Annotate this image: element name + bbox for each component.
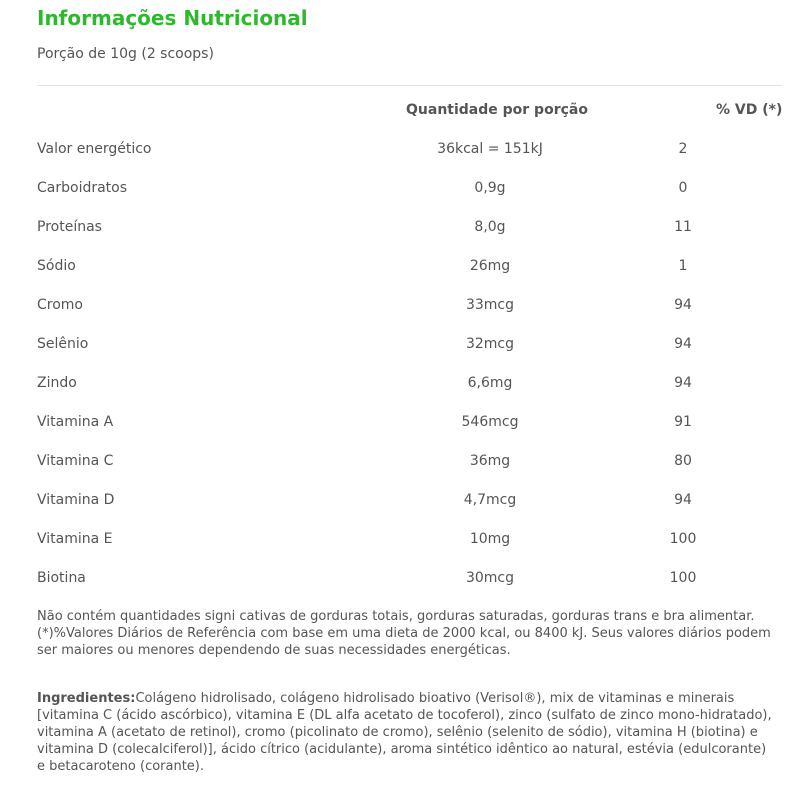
nutrient-name: Vitamina A	[37, 414, 114, 430]
table-row	[0, 170, 800, 209]
table-row	[0, 404, 800, 443]
table-row	[0, 131, 800, 170]
nutrient-vd: 11	[674, 219, 692, 235]
nutrient-name: Biotina	[37, 570, 86, 586]
nutrient-vd: 94	[674, 492, 692, 508]
nutrient-name: Carboidratos	[37, 180, 128, 196]
nutrient-quantity: 8,0g	[474, 219, 506, 235]
nutrient-quantity: 33mcg	[465, 297, 515, 313]
nutrient-quantity: 0,9g	[474, 180, 506, 196]
nutrient-name: Zindo	[37, 375, 77, 391]
table-row	[0, 482, 800, 521]
nutrient-quantity: 32mcg	[465, 336, 515, 352]
nutrient-name: Sódio	[37, 258, 76, 274]
column-header-vd: % VD (*)	[716, 102, 783, 118]
nutrient-vd: 1	[678, 258, 688, 274]
nutrient-quantity: 6,6mg	[467, 375, 513, 391]
footnote: Não contém quantidades signi cativas de gorduras totais, gorduras saturadas, gorduras trans e bra alimentar. (*)%Valores Diários de Referência com base em uma dieta de 2000 kcal, ou 8400 kJ. Seus valores diários podem ser maiores ou menores dependendo de suas necessidades energéticas.	[37, 609, 771, 658]
table-row	[0, 209, 800, 248]
ingredients-text: Colágeno hidrolisado, colágeno hidrolisado bioativo (Verisol®), mix de vitaminas e minerais [vitamina C (ácido ascórbico), vitamina E (DL alfa acetato de tocoferol), zinco (sulfato de zinco mono-hidratado), vitamina A (acetato de retinol), cromo (picolinato de cromo), selênio (selenito de sódio), vitamina H (biotina) e vitamina D (colecalciferol)], ácido cítrico (acidulante), aroma sintético idêntico ao natural, estévia (edulcorante) e betacaroteno (corante).	[37, 691, 772, 774]
nutrient-vd: 100	[669, 531, 697, 547]
nutrient-vd: 94	[674, 297, 692, 313]
nutrition-table	[0, 131, 800, 599]
table-row	[0, 248, 800, 287]
table-row	[0, 365, 800, 404]
nutrient-vd: 80	[674, 453, 692, 469]
nutrient-vd: 0	[678, 180, 688, 196]
nutrient-name: Vitamina C	[37, 453, 114, 469]
nutrient-vd: 2	[678, 141, 688, 157]
nutrient-name: Valor energético	[37, 141, 152, 157]
nutrient-quantity: 10mg	[469, 531, 511, 547]
nutrient-vd: 91	[674, 414, 692, 430]
nutrient-name: Cromo	[37, 297, 83, 313]
column-header-quantity: Quantidade por porção	[406, 102, 588, 118]
nutrient-quantity: 30mcg	[465, 570, 515, 586]
nutrient-vd: 100	[669, 570, 697, 586]
ingredients-label: Ingredientes:	[37, 691, 136, 706]
table-row	[0, 443, 800, 482]
nutrient-quantity: 36mg	[469, 453, 511, 469]
nutrient-quantity: 546mcg	[461, 414, 519, 430]
nutrient-vd: 94	[674, 375, 692, 391]
nutrient-name: Selênio	[37, 336, 89, 352]
nutrient-name: Vitamina E	[37, 531, 113, 547]
portion-size: Porção de 10g (2 scoops)	[37, 46, 214, 62]
table-row	[0, 560, 800, 599]
divider	[37, 85, 782, 86]
nutrient-name: Vitamina D	[37, 492, 115, 508]
table-row	[0, 287, 800, 326]
nutrient-vd: 94	[674, 336, 692, 352]
table-row	[0, 521, 800, 560]
nutrient-quantity: 26mg	[469, 258, 511, 274]
nutrient-quantity: 36kcal = 151kJ	[437, 141, 543, 157]
page-title: Informações Nutricional	[37, 6, 308, 30]
ingredients	[37, 690, 777, 775]
nutrient-quantity: 4,7mcg	[463, 492, 517, 508]
nutrient-name: Proteínas	[37, 219, 102, 235]
table-row	[0, 326, 800, 365]
